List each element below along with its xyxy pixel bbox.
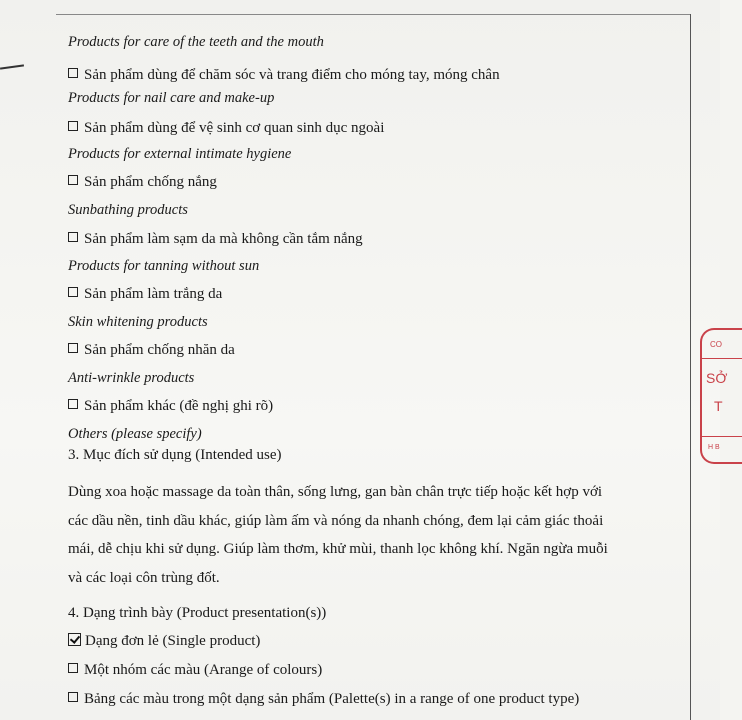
checkbox-icon[interactable] [68, 692, 78, 702]
category-vi-label: Sản phẩm dùng để chăm sóc và trang điểm cho móng tay, móng chân [84, 67, 500, 83]
category-nail-care[interactable] [68, 67, 500, 84]
checkbox-icon[interactable] [68, 287, 78, 297]
category-tanning[interactable] [68, 231, 363, 248]
option-range-of-colours[interactable] [68, 662, 322, 679]
frame-right-border [690, 14, 691, 720]
stamp-text: SỞ [706, 370, 728, 386]
category-vi-label: Sản phẩm dùng để vệ sinh cơ quan sinh dục ngoài [84, 120, 385, 136]
checkbox-icon[interactable] [68, 343, 78, 353]
stamp-divider [702, 358, 742, 359]
section-3-heading: 3. Mục đích sử dụng (Intended use) [68, 447, 282, 463]
paragraph-line: Dùng xoa hoặc massage da toàn thân, sống lưng, gan bàn chân trực tiếp hoặc kết hợp với [68, 484, 603, 500]
intended-use-paragraph [68, 478, 688, 592]
category-en-label: Anti-wrinkle products [68, 370, 195, 386]
frame-top-border [56, 14, 690, 15]
category-en-label: Sunbathing products [68, 202, 188, 218]
checkbox-icon[interactable] [68, 399, 78, 409]
stamp-text: T [714, 398, 723, 414]
category-intimate-hygiene[interactable] [68, 120, 384, 137]
option-label: Bảng các màu trong một dạng sản phẩm (Palette(s) in a range of one product type) [84, 691, 580, 707]
category-en-label: Products for external intimate hygiene [68, 146, 292, 162]
paragraph-line: các dầu nền, tinh dầu khác, giúp làm ấm và nóng da nhanh chóng, đem lại cảm giác thoải [68, 512, 604, 529]
category-en-label: Products for tanning without sun [68, 258, 260, 274]
option-label: Dạng đơn lẻ (Single product) [85, 633, 261, 649]
paragraph-line: và các loại côn trùng đốt. [68, 569, 220, 586]
checkbox-icon[interactable] [68, 68, 78, 78]
category-sunbathing[interactable] [68, 174, 217, 191]
option-single-product[interactable] [68, 633, 260, 650]
option-label: Một nhóm các màu (Arange of colours) [84, 662, 323, 678]
red-stamp [700, 328, 742, 464]
category-vi-label: Sản phẩm làm sạm da mà không cần tắm nắng [84, 231, 363, 247]
margin-mark [0, 64, 24, 69]
category-vi-label: Sản phẩm khác (đề nghị ghi rõ) [84, 398, 274, 414]
section-4-heading: 4. Dạng trình bày (Product presentation(s)) [68, 605, 327, 621]
category-vi-label: Sản phẩm chống nắng [84, 174, 217, 190]
checked-checkbox-icon[interactable] [68, 633, 81, 646]
checkbox-icon[interactable] [68, 232, 78, 242]
category-whitening[interactable] [68, 286, 222, 303]
category-anti-wrinkle[interactable] [68, 342, 235, 359]
category-en-label: Products for nail care and make-up [68, 90, 275, 106]
paragraph-line: mái, dễ chịu khi sử dụng. Giúp làm thơm, khử mùi, thanh lọc không khí. Ngăn ngừa muỗi [68, 541, 608, 557]
stamp-text: CO [710, 340, 722, 349]
checkbox-icon[interactable] [68, 663, 78, 673]
category-others[interactable] [68, 398, 273, 415]
checkbox-icon[interactable] [68, 121, 78, 131]
category-vi-label: Sản phẩm chống nhăn da [84, 342, 235, 358]
category-vi-label: Sản phẩm làm trắng da [84, 286, 223, 302]
checkbox-icon[interactable] [68, 175, 78, 185]
category-en-teeth: Products for care of the teeth and the mouth [68, 34, 324, 50]
category-en-label: Skin whitening products [68, 314, 208, 330]
stamp-text: H B [708, 444, 720, 451]
stamp-divider [702, 436, 742, 437]
option-palette[interactable] [68, 691, 579, 708]
category-en-label: Others (please specify) [68, 426, 202, 442]
